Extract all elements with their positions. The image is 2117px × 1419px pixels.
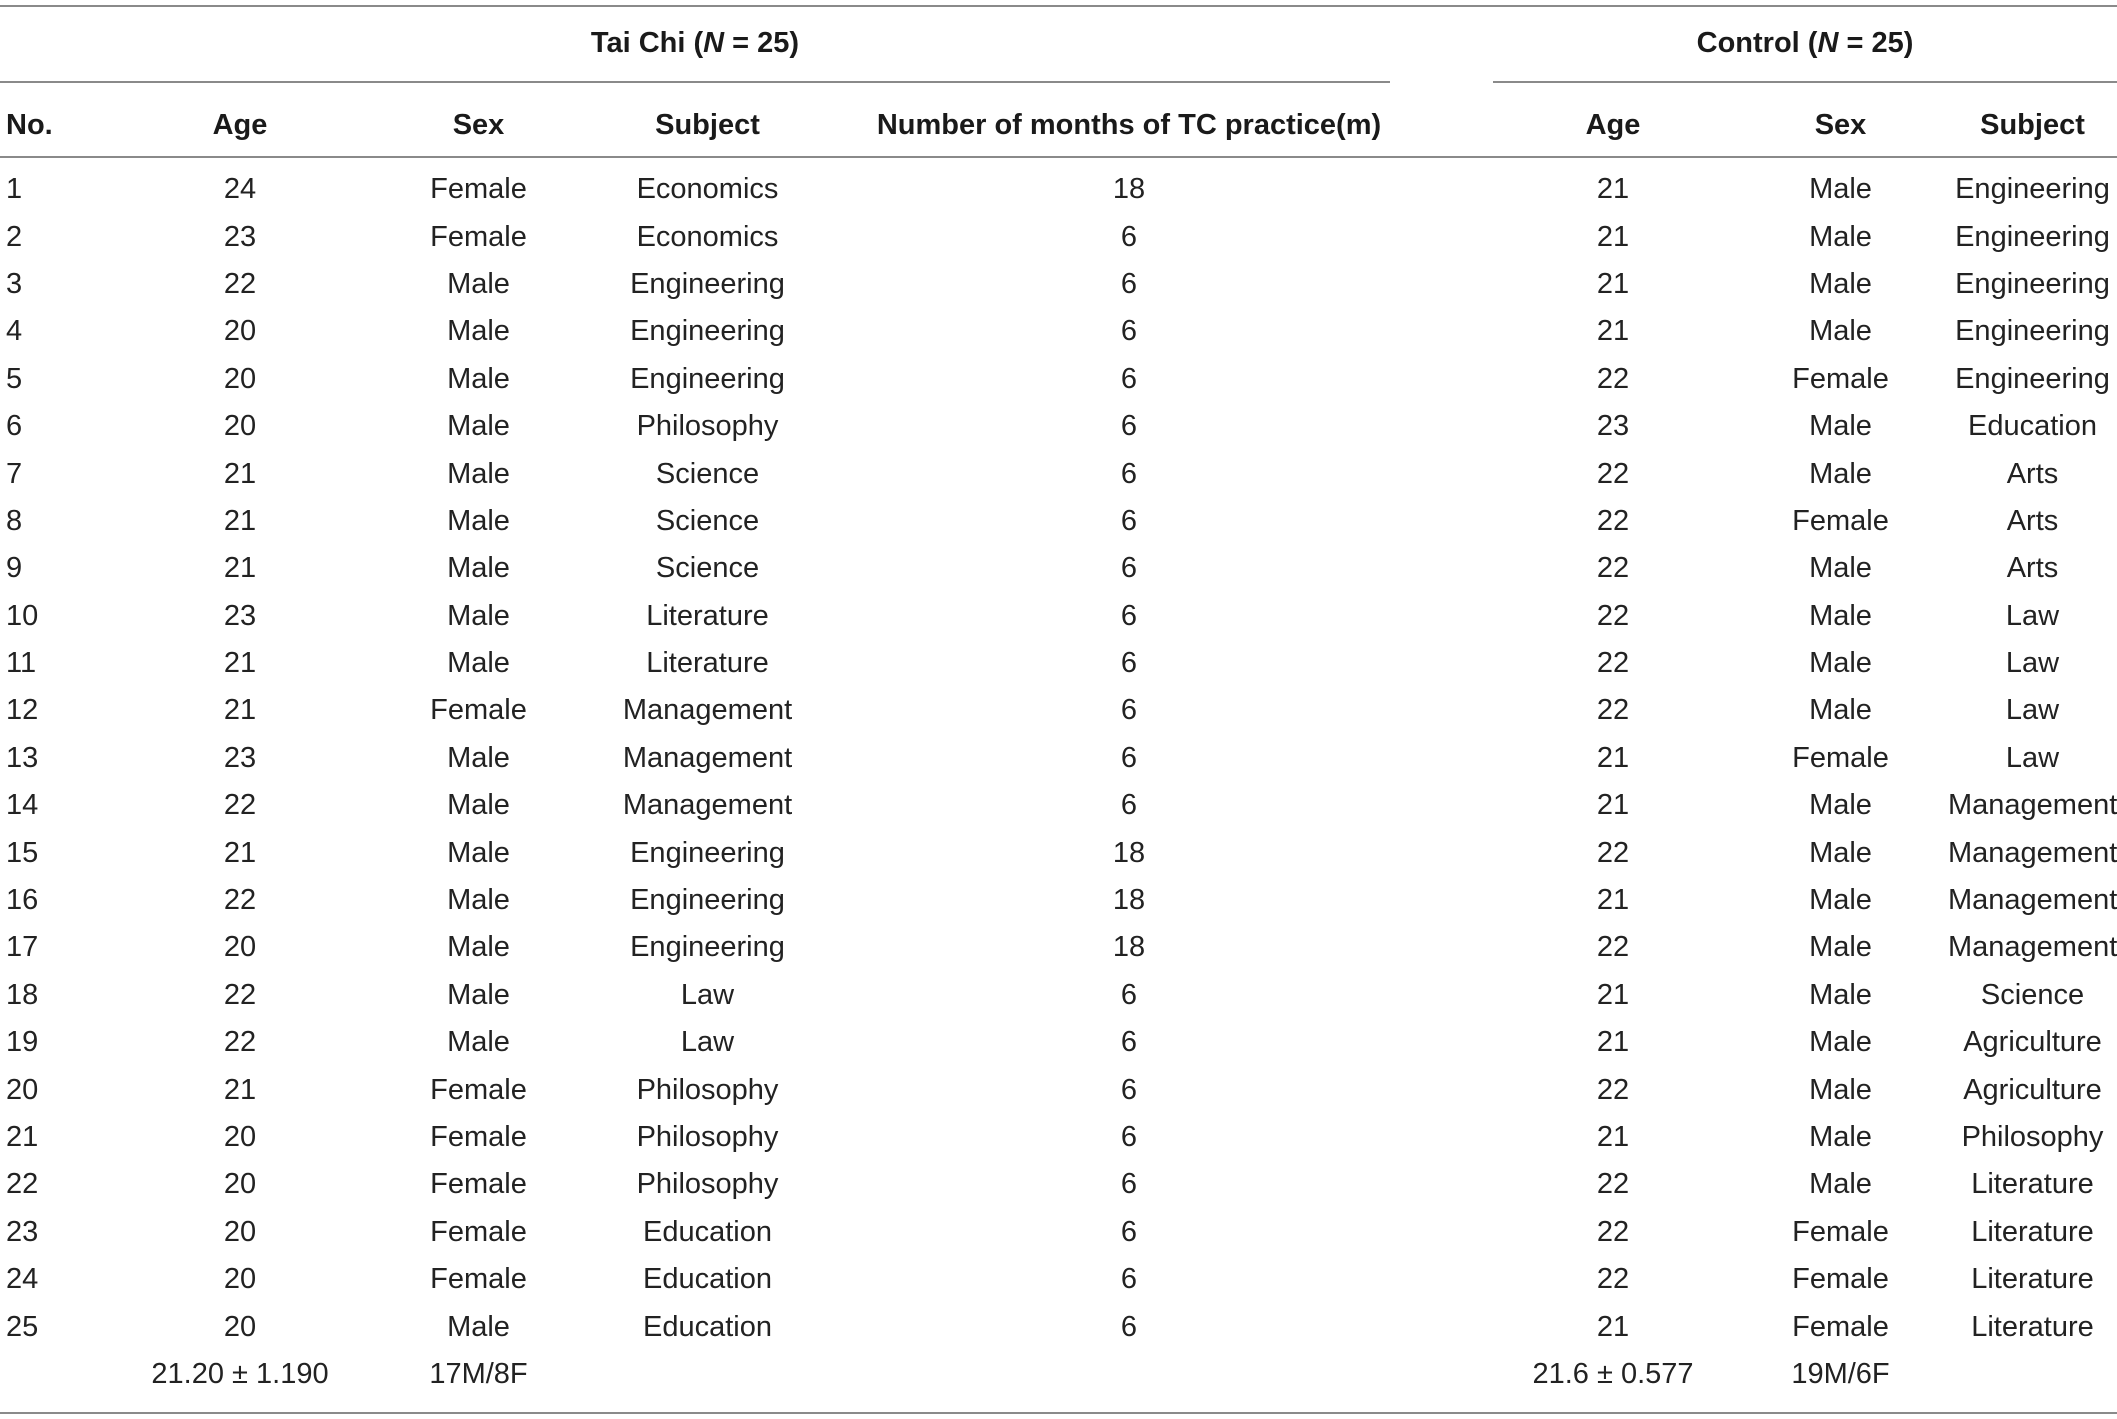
cell-taichi-sex: Female xyxy=(430,1168,527,1201)
cell-gap xyxy=(1390,498,1493,545)
cell-taichi-sex: Male xyxy=(447,931,510,964)
cell-taichi-months: 6 xyxy=(1120,220,1138,253)
cell-control-age: 21 xyxy=(1596,884,1630,917)
cell-taichi-months: 6 xyxy=(1120,410,1138,443)
cell-taichi-sex: Female xyxy=(430,173,527,206)
summary-empty xyxy=(1948,1351,2117,1399)
cell-gap xyxy=(1390,156,1493,213)
table-row xyxy=(0,403,2117,450)
cell-taichi-age: 21 xyxy=(223,694,257,727)
participants-table xyxy=(0,94,2117,1399)
cell-control-subject: Engineering xyxy=(1955,362,2110,395)
cell-control-subject: Arts xyxy=(2006,552,2059,585)
cell-taichi-subject: Science xyxy=(655,552,760,585)
cell-row-number: 9 xyxy=(6,552,23,585)
cell-taichi-subject: Management xyxy=(622,694,793,727)
cell-control-age: 21 xyxy=(1596,1310,1630,1343)
group-header-taichi: Tai Chi (N = 25) xyxy=(590,27,800,59)
summary-spacer xyxy=(0,1351,70,1399)
cell-taichi-age: 23 xyxy=(223,220,257,253)
cell-taichi-sex: Male xyxy=(447,647,510,680)
cell-row-number: 7 xyxy=(6,457,23,490)
cell-taichi-sex: Female xyxy=(430,1263,527,1296)
bottom-rule xyxy=(0,1412,2117,1414)
table-row xyxy=(0,640,2117,687)
cell-taichi-age: 20 xyxy=(223,1168,257,1201)
cell-taichi-age: 22 xyxy=(223,884,257,917)
summary-control-sex: 19M/6F xyxy=(1791,1358,1890,1391)
table-row xyxy=(0,1066,2117,1113)
cell-control-sex: Male xyxy=(1809,1121,1872,1153)
cell-control-subject: Engineering xyxy=(1955,220,2110,253)
cell-control-subject: Law xyxy=(2005,741,2060,774)
cell-taichi-months: 6 xyxy=(1120,599,1138,632)
cell-gap xyxy=(1390,1019,1493,1066)
cell-taichi-months: 6 xyxy=(1120,1263,1138,1296)
cell-control-subject: Law xyxy=(2005,694,2060,727)
cell-taichi-sex: Female xyxy=(430,694,527,727)
cell-gap xyxy=(1390,735,1493,782)
cell-control-sex: Male xyxy=(1809,836,1872,869)
cell-taichi-months: 6 xyxy=(1120,552,1138,585)
cell-control-age: 22 xyxy=(1596,836,1630,869)
cell-taichi-subject: Management xyxy=(622,789,793,822)
cell-control-subject: Engineering xyxy=(1955,173,2110,206)
cell-taichi-months: 6 xyxy=(1120,978,1138,1011)
cell-taichi-months: 6 xyxy=(1120,789,1138,822)
cell-row-number: 21 xyxy=(6,1121,39,1153)
cell-row-number: 23 xyxy=(6,1215,39,1248)
cell-control-age: 21 xyxy=(1596,1121,1630,1153)
cell-control-subject: Literature xyxy=(1971,1215,2094,1248)
table-row xyxy=(0,1161,2117,1208)
cell-taichi-age: 23 xyxy=(223,599,257,632)
cell-taichi-age: 21 xyxy=(223,457,257,490)
cell-gap xyxy=(1390,877,1493,924)
cell-taichi-subject: Philosophy xyxy=(636,1121,779,1153)
cell-control-subject: Literature xyxy=(1971,1263,2094,1296)
cell-taichi-sex: Male xyxy=(447,504,510,537)
cell-row-number: 5 xyxy=(6,362,23,395)
cell-taichi-subject: Engineering xyxy=(630,931,785,964)
cell-control-subject: Agriculture xyxy=(1963,1026,2102,1059)
summary-gap xyxy=(1390,1351,1493,1399)
cell-taichi-sex: Male xyxy=(447,789,510,822)
cell-taichi-months: 6 xyxy=(1120,647,1138,680)
cell-control-subject: Engineering xyxy=(1955,267,2110,300)
table-row xyxy=(0,213,2117,260)
table-row xyxy=(0,593,2117,640)
cell-control-sex: Male xyxy=(1809,599,1872,632)
table-row xyxy=(0,877,2117,924)
cell-taichi-subject: Law xyxy=(680,978,735,1011)
cell-taichi-sex: Male xyxy=(447,836,510,869)
cell-row-number: 3 xyxy=(6,267,23,300)
cell-taichi-age: 20 xyxy=(223,1263,257,1296)
cell-taichi-months: 6 xyxy=(1120,1310,1138,1343)
cell-taichi-subject: Engineering xyxy=(630,836,785,869)
cell-gap xyxy=(1390,829,1493,876)
cell-taichi-months: 18 xyxy=(1112,836,1146,869)
cell-taichi-age: 22 xyxy=(223,789,257,822)
cell-control-subject: Literature xyxy=(1971,1168,2094,1201)
cell-control-subject: Management xyxy=(1948,789,2117,822)
cell-gap xyxy=(1390,593,1493,640)
summary-empty xyxy=(868,1351,1390,1399)
cell-row-number: 4 xyxy=(6,315,23,348)
control-group-rule xyxy=(1493,81,2117,83)
cell-taichi-subject: Engineering xyxy=(630,267,785,300)
cell-taichi-sex: Female xyxy=(430,1215,527,1248)
cell-control-age: 21 xyxy=(1596,267,1630,300)
cell-control-age: 22 xyxy=(1596,1073,1630,1106)
cell-gap xyxy=(1390,1066,1493,1113)
cell-control-subject: Management xyxy=(1948,884,2117,917)
cell-taichi-sex: Female xyxy=(430,220,527,253)
cell-control-age: 21 xyxy=(1596,789,1630,822)
col-header-control-sex: Sex xyxy=(1814,108,1867,141)
cell-taichi-months: 6 xyxy=(1120,694,1138,727)
cell-gap xyxy=(1390,261,1493,308)
cell-row-number: 16 xyxy=(6,884,39,917)
cell-gap xyxy=(1390,1303,1493,1350)
table-row xyxy=(0,829,2117,876)
cell-row-number: 11 xyxy=(6,647,37,680)
cell-gap xyxy=(1390,1114,1493,1161)
table-row xyxy=(0,498,2117,545)
cell-control-subject: Philosophy xyxy=(1961,1121,2104,1153)
cell-control-subject: Management xyxy=(1948,836,2117,869)
cell-row-number: 14 xyxy=(6,789,39,822)
cell-control-age: 22 xyxy=(1596,362,1630,395)
cell-control-sex: Male xyxy=(1809,1168,1872,1201)
table-body xyxy=(0,156,2117,1351)
summary-row xyxy=(0,1351,2117,1399)
cell-control-sex: Male xyxy=(1809,978,1872,1011)
cell-taichi-subject: Engineering xyxy=(630,362,785,395)
cell-control-age: 21 xyxy=(1596,315,1630,348)
cell-taichi-sex: Male xyxy=(447,1026,510,1059)
cell-taichi-months: 18 xyxy=(1112,173,1146,206)
cell-taichi-subject: Engineering xyxy=(630,884,785,917)
cell-control-sex: Female xyxy=(1792,1310,1889,1343)
table-row xyxy=(0,687,2117,734)
cell-control-age: 23 xyxy=(1596,410,1630,443)
cell-control-subject: Management xyxy=(1948,931,2117,964)
table-row xyxy=(0,545,2117,592)
cell-row-number: 17 xyxy=(6,931,39,964)
cell-gap xyxy=(1390,308,1493,355)
cell-taichi-age: 21 xyxy=(223,504,257,537)
cell-taichi-subject: Literature xyxy=(646,599,769,632)
cell-control-sex: Male xyxy=(1809,1073,1872,1106)
cell-control-subject: Agriculture xyxy=(1963,1073,2102,1106)
cell-taichi-months: 6 xyxy=(1120,1121,1138,1153)
cell-taichi-months: 6 xyxy=(1120,1026,1138,1059)
cell-row-number: 24 xyxy=(6,1263,39,1296)
cell-taichi-subject: Philosophy xyxy=(636,1073,779,1106)
cell-row-number: 15 xyxy=(6,836,39,869)
cell-control-subject: Literature xyxy=(1971,1310,2094,1343)
cell-control-sex: Male xyxy=(1809,220,1872,253)
cell-row-number: 10 xyxy=(6,599,39,632)
cell-control-age: 22 xyxy=(1596,599,1630,632)
cell-gap xyxy=(1390,1256,1493,1303)
cell-taichi-age: 21 xyxy=(223,836,257,869)
col-header-no: No. xyxy=(6,108,53,141)
cell-taichi-subject: Economics xyxy=(636,220,779,253)
cell-control-sex: Female xyxy=(1792,362,1889,395)
cell-control-age: 22 xyxy=(1596,647,1630,680)
cell-taichi-age: 20 xyxy=(223,315,257,348)
cell-taichi-subject: Philosophy xyxy=(636,410,779,443)
cell-taichi-age: 21 xyxy=(223,647,257,680)
cell-taichi-age: 22 xyxy=(223,978,257,1011)
summary-control-age: 21.6 ± 0.577 xyxy=(1532,1358,1694,1391)
table-row xyxy=(0,924,2117,971)
cell-gap xyxy=(1390,356,1493,403)
col-header-months: Number of months of TC practice(m) xyxy=(876,108,1382,141)
cell-taichi-sex: Female xyxy=(430,1121,527,1153)
cell-row-number: 22 xyxy=(6,1168,39,1201)
cell-row-number: 20 xyxy=(6,1073,39,1106)
cell-control-subject: Science xyxy=(1980,978,2085,1011)
cell-taichi-months: 6 xyxy=(1120,1073,1138,1106)
table-row xyxy=(0,356,2117,403)
cell-taichi-subject: Law xyxy=(680,1026,735,1059)
cell-row-number: 19 xyxy=(6,1026,39,1059)
cell-control-sex: Male xyxy=(1809,410,1872,443)
table-row xyxy=(0,782,2117,829)
cell-taichi-sex: Male xyxy=(447,315,510,348)
cell-gap xyxy=(1390,972,1493,1019)
table-row xyxy=(0,972,2117,1019)
cell-taichi-months: 6 xyxy=(1120,1168,1138,1201)
cell-control-sex: Male xyxy=(1809,1026,1872,1059)
cell-gap xyxy=(1390,640,1493,687)
cell-taichi-age: 23 xyxy=(223,741,257,774)
cell-taichi-age: 24 xyxy=(223,173,257,206)
cell-taichi-age: 20 xyxy=(223,1215,257,1248)
cell-taichi-age: 20 xyxy=(223,931,257,964)
cell-gap xyxy=(1390,782,1493,829)
cell-taichi-age: 20 xyxy=(223,1121,257,1153)
cell-taichi-sex: Male xyxy=(447,362,510,395)
cell-gap xyxy=(1390,687,1493,734)
col-gap xyxy=(1390,94,1493,156)
cell-control-age: 22 xyxy=(1596,552,1630,585)
cell-control-sex: Male xyxy=(1809,931,1872,964)
table-row xyxy=(0,156,2117,213)
cell-taichi-months: 6 xyxy=(1120,741,1138,774)
cell-taichi-age: 22 xyxy=(223,1026,257,1059)
cell-row-number: 6 xyxy=(6,410,23,443)
cell-control-sex: Female xyxy=(1792,741,1889,774)
cell-row-number: 18 xyxy=(6,978,39,1011)
cell-row-number: 8 xyxy=(6,504,23,537)
cell-taichi-months: 6 xyxy=(1120,457,1138,490)
cell-taichi-months: 6 xyxy=(1120,504,1138,537)
table-row xyxy=(0,735,2117,782)
table-row xyxy=(0,308,2117,355)
cell-taichi-months: 6 xyxy=(1120,315,1138,348)
cell-taichi-subject: Economics xyxy=(636,173,779,206)
cell-control-sex: Female xyxy=(1792,504,1889,537)
cell-taichi-months: 18 xyxy=(1112,884,1146,917)
table-row xyxy=(0,1114,2117,1161)
cell-control-subject: Arts xyxy=(2006,504,2059,537)
cell-taichi-months: 6 xyxy=(1120,1215,1138,1248)
cell-control-sex: Female xyxy=(1792,1215,1889,1248)
summary-empty xyxy=(547,1351,868,1399)
summary-taichi-sex: 17M/8F xyxy=(429,1358,528,1391)
table-row xyxy=(0,1209,2117,1256)
table-row xyxy=(0,1019,2117,1066)
cell-control-age: 22 xyxy=(1596,504,1630,537)
cell-gap xyxy=(1390,924,1493,971)
cell-taichi-age: 21 xyxy=(223,1073,257,1106)
cell-control-age: 21 xyxy=(1596,978,1630,1011)
cell-control-sex: Male xyxy=(1809,173,1872,206)
col-header-control-age: Age xyxy=(1585,108,1641,141)
cell-gap xyxy=(1390,403,1493,450)
cell-taichi-age: 21 xyxy=(223,552,257,585)
cell-control-sex: Male xyxy=(1809,315,1872,348)
summary-taichi-age: 21.20 ± 1.190 xyxy=(151,1358,329,1391)
cell-taichi-sex: Male xyxy=(447,457,510,490)
cell-taichi-months: 6 xyxy=(1120,362,1138,395)
cell-control-age: 21 xyxy=(1596,1026,1630,1059)
cell-taichi-subject: Education xyxy=(643,1215,772,1248)
cell-gap xyxy=(1390,213,1493,260)
cell-gap xyxy=(1390,1161,1493,1208)
cell-control-sex: Male xyxy=(1809,884,1872,917)
cell-taichi-sex: Male xyxy=(447,741,510,774)
cell-control-age: 21 xyxy=(1596,173,1630,206)
cell-taichi-age: 20 xyxy=(223,410,257,443)
cell-taichi-months: 18 xyxy=(1112,931,1146,964)
cell-control-age: 22 xyxy=(1596,931,1630,964)
cell-taichi-subject: Literature xyxy=(646,647,769,680)
cell-taichi-age: 20 xyxy=(223,362,257,395)
cell-control-age: 22 xyxy=(1596,1168,1630,1201)
cell-taichi-age: 20 xyxy=(223,1310,257,1343)
col-header-subject: Subject xyxy=(655,108,760,141)
cell-taichi-subject: Management xyxy=(622,741,793,774)
cell-taichi-sex: Female xyxy=(430,1073,527,1106)
cell-taichi-sex: Male xyxy=(447,267,510,300)
cell-gap xyxy=(1390,545,1493,592)
cell-control-age: 21 xyxy=(1596,220,1630,253)
cell-row-number: 1 xyxy=(6,173,23,206)
table-row xyxy=(0,1256,2117,1303)
cell-taichi-sex: Male xyxy=(447,1310,510,1343)
cell-row-number: 25 xyxy=(6,1310,39,1343)
cell-control-subject: Law xyxy=(2005,599,2060,632)
group-header-control: Control (N = 25) xyxy=(1696,27,1914,59)
column-header-row xyxy=(0,94,2117,156)
cell-taichi-subject: Education xyxy=(643,1310,772,1343)
cell-taichi-age: 22 xyxy=(223,267,257,300)
cell-control-subject: Arts xyxy=(2006,457,2059,490)
cell-taichi-sex: Male xyxy=(447,552,510,585)
col-header-control-subject: Subject xyxy=(1980,108,2085,141)
cell-row-number: 12 xyxy=(6,694,39,727)
cell-control-sex: Male xyxy=(1809,457,1872,490)
cell-control-age: 22 xyxy=(1596,694,1630,727)
table-row xyxy=(0,1303,2117,1350)
cell-control-sex: Male xyxy=(1809,647,1872,680)
cell-taichi-subject: Engineering xyxy=(630,315,785,348)
cell-taichi-sex: Male xyxy=(447,410,510,443)
taichi-group-rule xyxy=(0,81,1390,83)
cell-control-age: 22 xyxy=(1596,1215,1630,1248)
col-header-sex: Sex xyxy=(452,108,505,141)
cell-control-sex: Male xyxy=(1809,552,1872,585)
cell-gap xyxy=(1390,450,1493,497)
cell-gap xyxy=(1390,1209,1493,1256)
cell-control-subject: Education xyxy=(1968,410,2097,443)
cell-taichi-sex: Male xyxy=(447,884,510,917)
cell-taichi-months: 6 xyxy=(1120,267,1138,300)
cell-taichi-subject: Philosophy xyxy=(636,1168,779,1201)
cell-control-sex: Male xyxy=(1809,694,1872,727)
cell-control-sex: Female xyxy=(1792,1263,1889,1296)
col-header-age: Age xyxy=(212,108,268,141)
cell-control-subject: Engineering xyxy=(1955,315,2110,348)
cell-control-age: 22 xyxy=(1596,457,1630,490)
cell-control-age: 22 xyxy=(1596,1263,1630,1296)
cell-taichi-sex: Male xyxy=(447,599,510,632)
cell-taichi-subject: Education xyxy=(643,1263,772,1296)
cell-taichi-sex: Male xyxy=(447,978,510,1011)
top-rule xyxy=(0,5,2117,7)
cell-taichi-subject: Science xyxy=(655,504,760,537)
cell-control-age: 21 xyxy=(1596,741,1630,774)
cell-control-sex: Male xyxy=(1809,267,1872,300)
cell-control-sex: Male xyxy=(1809,789,1872,822)
cell-taichi-subject: Science xyxy=(655,457,760,490)
cell-row-number: 13 xyxy=(6,741,39,774)
table-row xyxy=(0,261,2117,308)
cell-row-number: 2 xyxy=(6,220,23,253)
table-row xyxy=(0,450,2117,497)
cell-control-subject: Law xyxy=(2005,647,2060,680)
